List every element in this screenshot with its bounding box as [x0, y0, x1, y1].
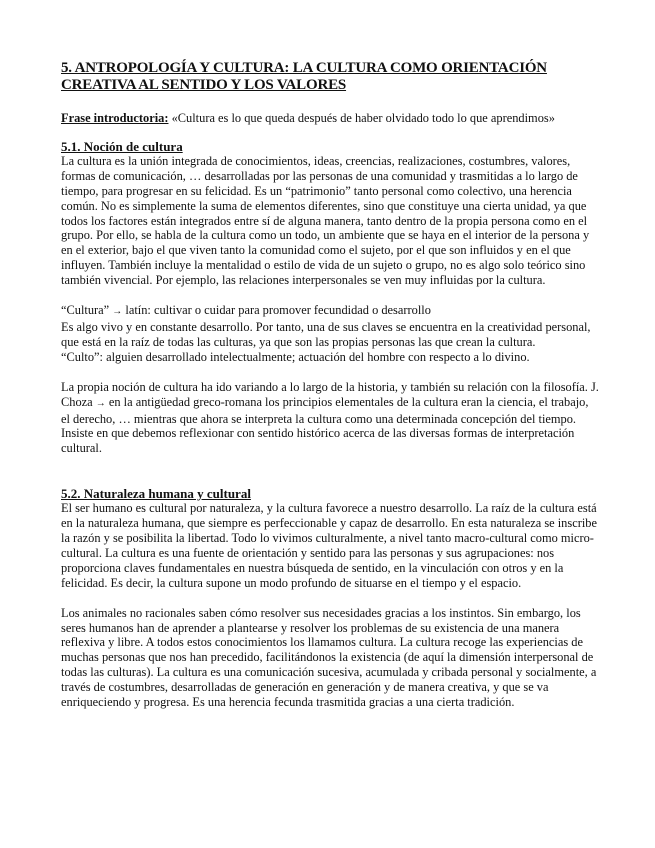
arrow-right-icon: → — [112, 306, 123, 318]
document-page — [61, 60, 599, 710]
intro-phrase — [61, 111, 599, 126]
etymology-term: “Cultura” — [61, 303, 110, 318]
paragraph: Los animales no racionales saben cómo resolver sus necesidades gracias a los instintos. Sin embargo, los seres humanos han de aprender a plantearse y resolver los problemas de su existencia de una manera reflexiva y libre. A todos estos conocimientos los llamamos cultura. La cultura recoge las experiencias de muchas personas que nos han precedido, facilitándonos la existencia (de aquí la dimensión interpersonal de todas las culturas). La cultura es una comunicación sucesiva, acumulada y cribada personal y socialmente, a través de costumbres, desarrolladas de generación en generación y de manera creativa, y que se va enriqueciendo y progresa. Es una herencia fecunda trasmitida gracias a una cierta tradición. — [61, 605, 597, 710]
intro-quote: «Cultura es lo que queda después de haber olvidado todo lo que aprendimos» — [168, 111, 555, 125]
page-title: 5. ANTROPOLOGÍA Y CULTURA: LA CULTURA COMO ORIENTACIÓN CREATIVA AL SENTIDO Y LOS VALORES — [61, 60, 547, 93]
etymology-line — [61, 303, 599, 320]
paragraph: La cultura es la unión integrada de conocimientos, ideas, creencias, realizaciones, costumbres, valores, formas de comunicación, … desarrolladas por las personas de una comunidad y trasmitidas a lo largo de tiempo, para progresar en su felicidad. Es un “patrimonio” tanto personal como colectivo, una herencia común. No es simplemente la suma de elementos diferentes, sino que constituye una cierta unidad, ya que todos los factores están integrados entre sí de alguna manera, tanto dentro de la propia persona como en el grupo. Por ello, se habla de la cultura como un todo, un ambiente que se haya en el interior de la persona y en el exterior, bajo el que viven tanto la comunidad como el sujeto, por el que son influidos y en el que influyen. También incluye la mentalidad o estilo de vida de un sujeto o grupo, no es algo solo teórico sino también vivencial. Por ejemplo, las relaciones interpersonales se ven muy influidas por la cultura. — [61, 153, 590, 288]
paragraph: El ser humano es cultural por naturaleza, y la cultura favorece a nuestro desarrollo. La raíz de la cultura está en la naturaleza humana, que siempre es perfeccionable y capaz de desarrollo. En esta naturaleza se inscribe la razón y se posibilita la libertad. Todo lo vivimos culturalmente, a nivel tanto macro-cultural como micro-cultural. La cultura es una fuente de orientación y sentido para las personas y sus agrupaciones: nos proporciona claves fundamentales en nuestra búsqueda de sentido, en la vinculación con otros y en la felicidad. Es decir, la cultura supone un modo profundo de situarse en el tiempo y el espacio. — [61, 501, 597, 590]
paragraph-part: La propia noción de cultura ha ido variando a lo largo de la historia, y también su relación con la filosofía. J. Choza — [61, 379, 599, 409]
paragraph: Es algo vivo y en constante desarrollo. Por tanto, una de sus claves se encuentra en la creatividad personal, que está en la raíz de todas las culturas, ya que son las propias personas las que crean la cultura. — [61, 319, 591, 349]
section-heading-nocion: 5.1. Noción de cultura — [61, 138, 183, 154]
paragraph-part: en la antigüedad greco-romana los principios elementales de la cultura eran la ciencia, el trabajo, el derecho, … mientras que ahora se interpreta la cultura como una determinada concepción del tiempo. Insiste en que debemos reflexionar con sentido histórico acerca de las diversas formas de interpretación cultural. — [61, 394, 589, 456]
intro-label: Frase introductoria: — [61, 111, 169, 125]
etymology-text: latín: cultivar o cuidar para promover fecundidad o desarrollo — [125, 303, 431, 318]
culto-definition: “Culto”: alguien desarrollado intelectualmente; actuación del hombre con respecto a lo divino. — [61, 349, 530, 364]
section-heading-naturaleza: 5.2. Naturaleza humana y cultural — [61, 486, 251, 502]
paragraph — [61, 380, 599, 457]
arrow-right-icon: → — [95, 397, 106, 409]
